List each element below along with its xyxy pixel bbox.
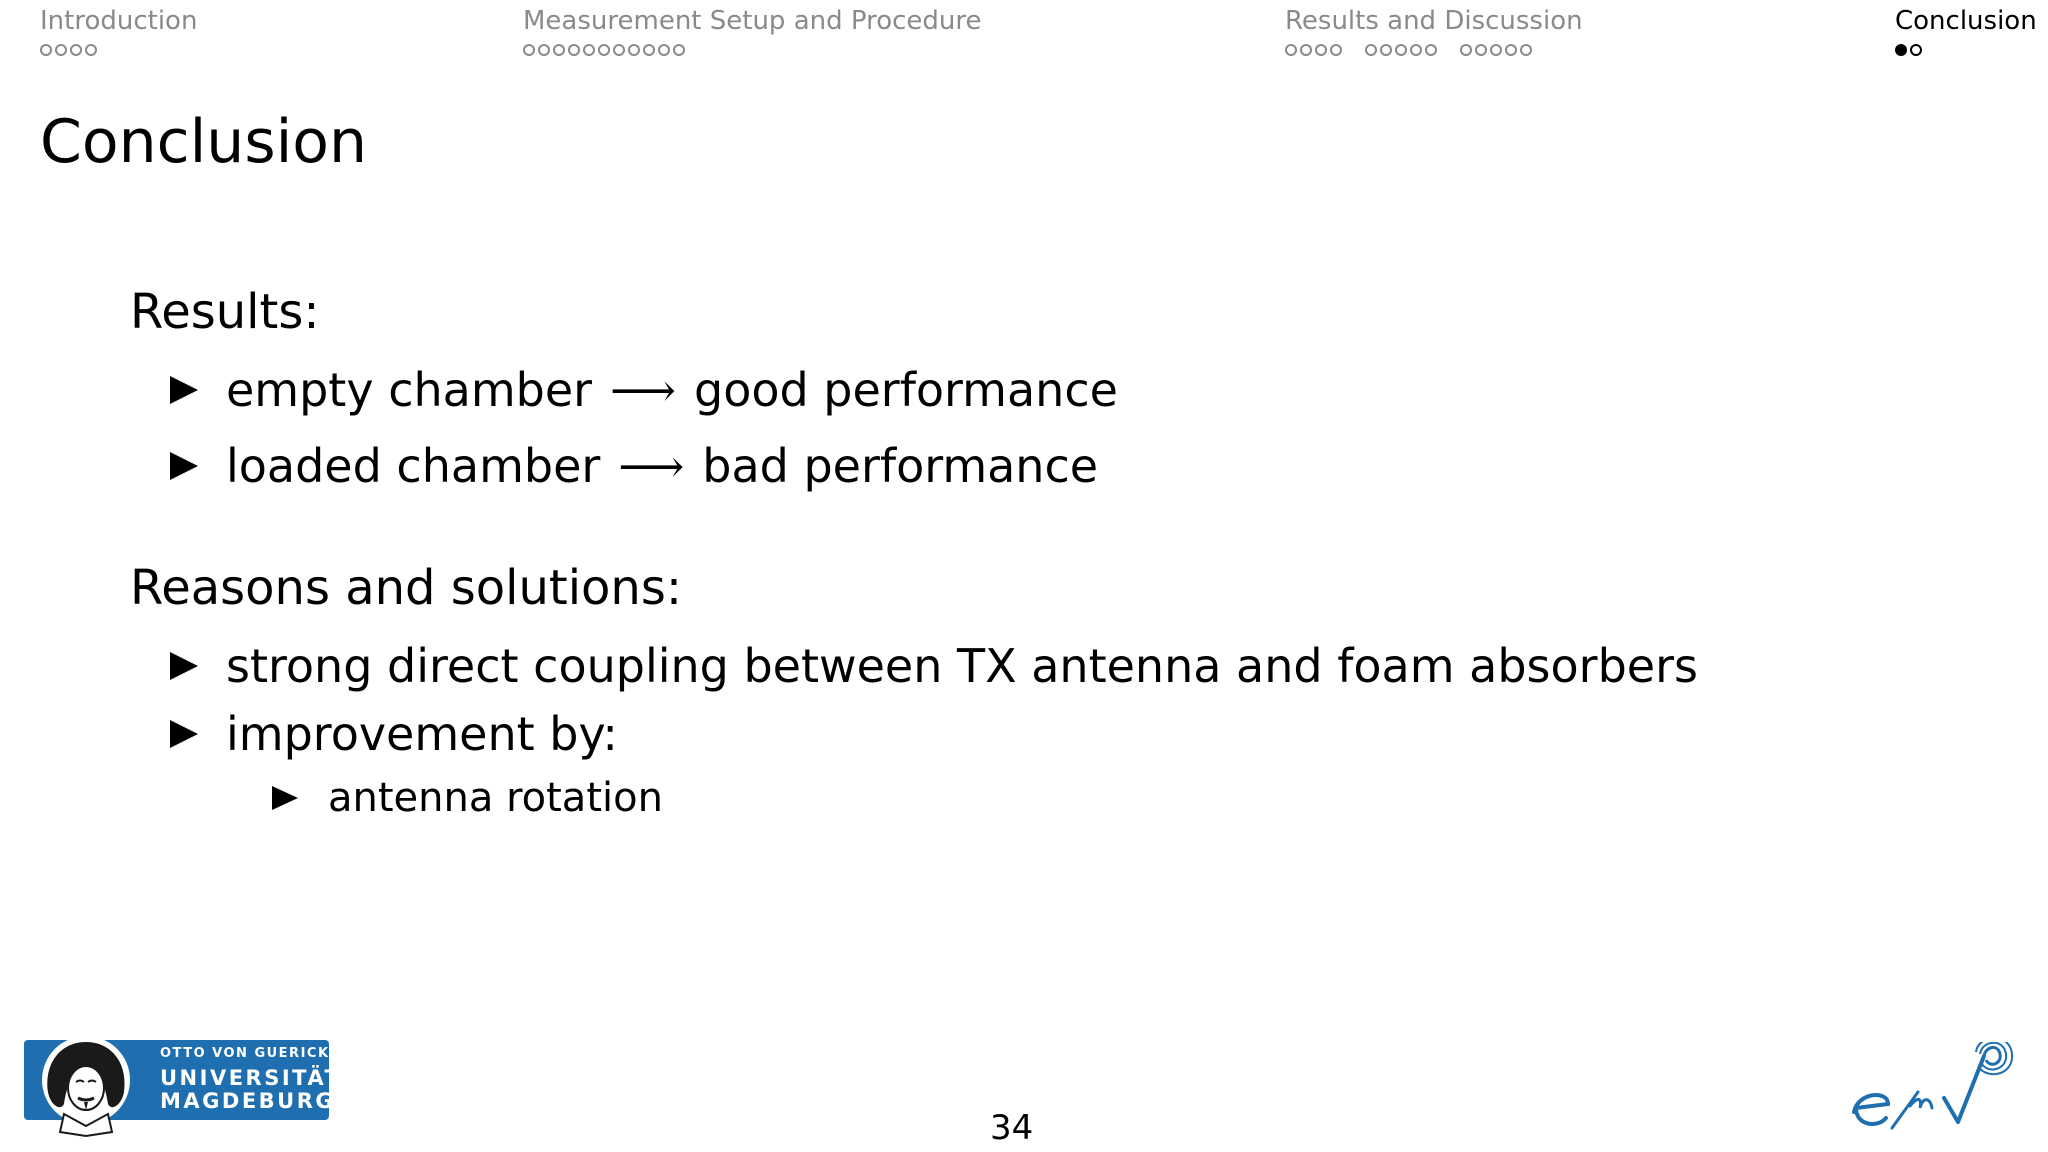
sub-list-item: [272, 773, 663, 823]
result-right-text: good performance: [694, 363, 1118, 417]
frame-dot[interactable]: [1410, 44, 1422, 56]
frame-dot[interactable]: [553, 44, 565, 56]
frame-dot[interactable]: [1505, 44, 1517, 56]
frame-dot[interactable]: [658, 44, 670, 56]
nav-section-title[interactable]: Results and Discussion: [1285, 6, 1583, 36]
bullet-triangle-icon: [170, 652, 198, 680]
page-number: 34: [990, 1108, 1034, 1148]
frame-dot[interactable]: [1365, 44, 1377, 56]
nav-section-title[interactable]: Conclusion: [1895, 6, 2037, 36]
frame-dot[interactable]: [1300, 44, 1312, 56]
frame-dot[interactable]: [40, 44, 52, 56]
guericke-portrait-icon: [38, 1034, 134, 1138]
long-right-arrow-icon: ⟶: [618, 439, 685, 493]
frame-dot[interactable]: [1490, 44, 1502, 56]
list-item: [170, 638, 1698, 694]
frame-dot[interactable]: [583, 44, 595, 56]
logo-text-line1: OTTO VON GUERICKE: [160, 1046, 340, 1061]
reason-text: improvement by:: [226, 707, 618, 761]
frame-dot[interactable]: [1395, 44, 1407, 56]
frame-dot[interactable]: [85, 44, 97, 56]
nav-section-results-discussion[interactable]: [1285, 6, 1583, 58]
bullet-triangle-icon: [170, 376, 198, 404]
frame-dot[interactable]: [1315, 44, 1327, 56]
frame-dot[interactable]: [1330, 44, 1342, 56]
frame-dot[interactable]: [673, 44, 685, 56]
dot-group: [1895, 44, 1925, 56]
section-navigation: [0, 0, 2048, 70]
result-right-text: bad performance: [702, 439, 1099, 493]
nav-frame-dots: [1285, 42, 1583, 58]
nav-section-title[interactable]: Measurement Setup and Procedure: [523, 6, 982, 36]
bullet-triangle-icon: [170, 452, 198, 480]
result-left-text: empty chamber: [226, 363, 593, 417]
long-right-arrow-icon: ⟶: [610, 363, 676, 417]
list-item: [170, 362, 1118, 418]
bullet-triangle-icon: [170, 720, 198, 748]
list-item: [170, 438, 1098, 494]
frame-dot[interactable]: [1285, 44, 1297, 56]
nav-frame-dots: [40, 42, 197, 58]
dot-group: [523, 44, 688, 56]
frame-dot[interactable]: [1460, 44, 1472, 56]
reasons-heading: Reasons and solutions:: [130, 560, 683, 616]
frame-dot[interactable]: [1475, 44, 1487, 56]
bullet-triangle-icon: [272, 786, 298, 810]
frame-dot[interactable]: [538, 44, 550, 56]
reason-text: strong direct coupling between TX antenna and foam absorbers: [226, 639, 1698, 693]
university-logo: [24, 1040, 342, 1120]
dot-group: [1365, 44, 1440, 56]
sub-item-text: antenna rotation: [328, 775, 663, 821]
frame-dot[interactable]: [1520, 44, 1532, 56]
emv-logo-icon: [1848, 1042, 2038, 1142]
nav-frame-dots: [1895, 42, 2037, 58]
nav-section-measurement-setup[interactable]: [523, 6, 982, 58]
nav-section-title[interactable]: Introduction: [40, 6, 198, 36]
frame-dot[interactable]: [628, 44, 640, 56]
nav-frame-dots: [523, 42, 982, 58]
frame-dot[interactable]: [1910, 44, 1922, 56]
logo-text-line2: UNIVERSITÄT: [160, 1066, 342, 1090]
logo-text-line3: MAGDEBURG: [160, 1089, 336, 1113]
frame-dot[interactable]: [598, 44, 610, 56]
nav-section-introduction[interactable]: [40, 6, 197, 58]
nav-section-conclusion[interactable]: [1895, 6, 2037, 58]
frame-dot[interactable]: [643, 44, 655, 56]
frame-dot[interactable]: [1425, 44, 1437, 56]
frame-dot[interactable]: [568, 44, 580, 56]
frame-dot-current[interactable]: [1895, 44, 1907, 56]
list-item: [170, 706, 618, 762]
dot-group: [40, 44, 100, 56]
frame-title: Conclusion: [40, 107, 367, 177]
frame-dot[interactable]: [523, 44, 535, 56]
frame-dot[interactable]: [1380, 44, 1392, 56]
result-left-text: loaded chamber: [226, 439, 601, 493]
results-heading: Results:: [130, 284, 320, 340]
frame-dot[interactable]: [70, 44, 82, 56]
frame-dot[interactable]: [55, 44, 67, 56]
dot-group: [1285, 44, 1345, 56]
frame-dot[interactable]: [613, 44, 625, 56]
dot-group: [1460, 44, 1535, 56]
